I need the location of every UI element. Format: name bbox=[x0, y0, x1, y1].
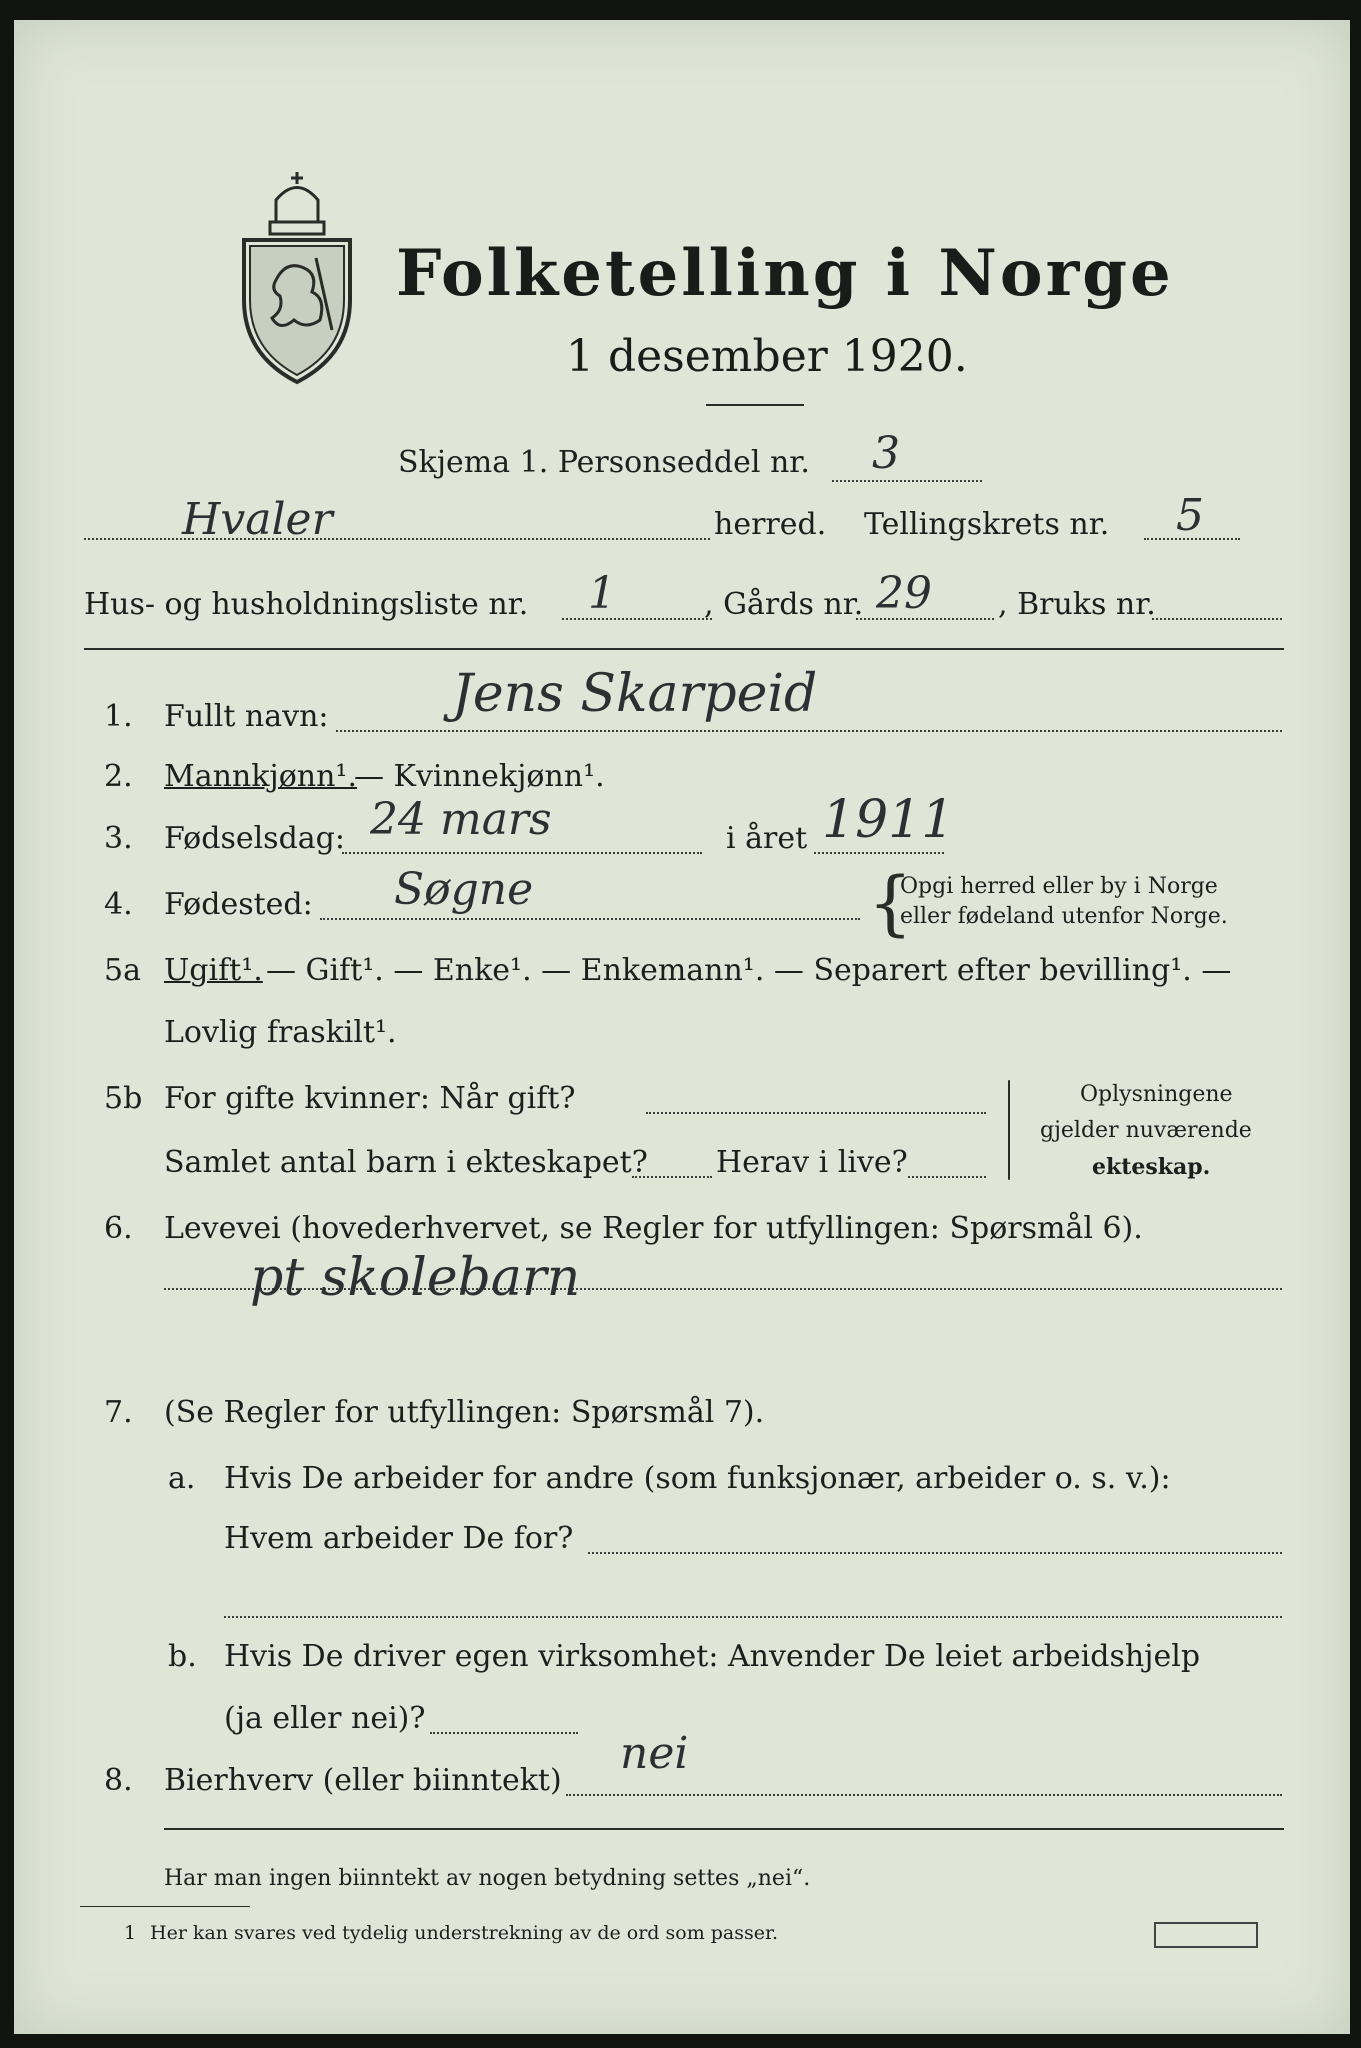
q3-year-line bbox=[814, 852, 944, 854]
q4-value: Søgne bbox=[394, 864, 534, 915]
footnote-rule bbox=[80, 1906, 250, 1907]
herred-label: herred. bbox=[714, 507, 827, 542]
bruks-line bbox=[1152, 618, 1282, 620]
q4-label: Fødested: bbox=[164, 887, 313, 922]
q3-year-label: i året bbox=[726, 821, 808, 856]
q5a-ugift-option: Ugift¹. bbox=[164, 953, 263, 988]
q7a-line bbox=[588, 1552, 1282, 1554]
q4-brace: { bbox=[868, 862, 913, 944]
q8-label: Bierhverv (eller biinntekt) bbox=[164, 1763, 562, 1798]
q5b-note-2: gjelder nuværende bbox=[1040, 1118, 1252, 1143]
q7a-line-1: Hvis De arbeider for andre (som funksjonær, arbeider o. s. v.): bbox=[224, 1461, 1171, 1496]
skjema-label: Skjema 1. Personseddel nr. bbox=[398, 445, 810, 480]
q6-value: pt skolebarn bbox=[250, 1248, 581, 1308]
q8-number: 8. bbox=[104, 1763, 133, 1798]
q3-year-value: 1911 bbox=[822, 790, 955, 850]
q6-number: 6. bbox=[104, 1211, 133, 1246]
q7a-letter: a. bbox=[168, 1461, 196, 1496]
q5a-line-2: Lovlig fraskilt¹. bbox=[164, 1015, 397, 1050]
q4-note-1: Opgi herred eller by i Norge bbox=[900, 874, 1218, 899]
footnote-text: Her kan svares ved tydelig understrekning av de ord som passer. bbox=[150, 1922, 779, 1944]
bruks-label: , Bruks nr. bbox=[998, 587, 1156, 622]
q5a-number: 5a bbox=[104, 953, 141, 988]
personseddel-line bbox=[832, 480, 982, 482]
q5b-bracket bbox=[1008, 1080, 1010, 1180]
herred-line bbox=[84, 538, 710, 540]
q6-label: Levevei (hovederhvervet, se Regler for utfyllingen: Spørsmål 6). bbox=[164, 1211, 1143, 1246]
q4-number: 4. bbox=[104, 887, 133, 922]
q5b-line-2b: Herav i live? bbox=[716, 1145, 908, 1180]
q3-value: 24 mars bbox=[370, 794, 552, 845]
q7b-line bbox=[430, 1732, 578, 1734]
herred-value: Hvaler bbox=[182, 494, 333, 545]
footnote-mark: 1 bbox=[124, 1922, 137, 1944]
q5b-live-line bbox=[908, 1176, 986, 1178]
q5a-options: — Gift¹. — Enke¹. — Enkemann¹. — Separert efter bevilling¹. — bbox=[266, 953, 1232, 988]
gards-value: 29 bbox=[876, 568, 932, 619]
q7b-line-2: (ja eller nei)? bbox=[224, 1701, 426, 1736]
printer-stamp bbox=[1154, 1922, 1258, 1948]
q5b-number: 5b bbox=[104, 1081, 143, 1116]
q1-line bbox=[336, 730, 1282, 732]
hus-value: 1 bbox=[588, 568, 616, 619]
q7b-line-1: Hvis De driver egen virksomhet: Anvender De leiet arbeidshjelp bbox=[224, 1639, 1201, 1674]
q7-label: (Se Regler for utfyllingen: Spørsmål 7). bbox=[164, 1395, 765, 1430]
q2-number: 2. bbox=[104, 759, 133, 794]
q1-value: Jens Skarpeid bbox=[452, 664, 818, 724]
hus-label: Hus- og husholdningsliste nr. bbox=[84, 587, 529, 622]
q7a-line-extra bbox=[224, 1616, 1282, 1618]
form-title: Folketelling i Norge bbox=[396, 236, 1174, 311]
q4-line bbox=[320, 918, 860, 920]
footer-rule bbox=[164, 1828, 1284, 1830]
q5b-note-1: Oplysningene bbox=[1080, 1082, 1233, 1107]
q2-female-option: — Kvinnekjønn¹. bbox=[354, 759, 605, 794]
hus-line bbox=[562, 618, 712, 620]
q8-line bbox=[566, 1794, 1282, 1796]
title-divider bbox=[706, 404, 804, 406]
tellingskrets-label: Tellingskrets nr. bbox=[864, 507, 1110, 542]
census-date: 1 desember 1920. bbox=[566, 331, 968, 382]
q7a-line-2: Hvem arbeider De for? bbox=[224, 1521, 574, 1556]
q1-number: 1. bbox=[104, 699, 133, 734]
q2-male-option: Mannkjønn¹. bbox=[164, 759, 357, 794]
q3-line bbox=[342, 852, 702, 854]
q5b-note-3: ekteskap. bbox=[1092, 1154, 1211, 1180]
q3-label: Fødselsdag: bbox=[164, 821, 345, 856]
q1-label: Fullt navn: bbox=[164, 699, 329, 734]
q5b-line-1: For gifte kvinner: Når gift? bbox=[164, 1081, 576, 1116]
q5b-gift-line bbox=[646, 1112, 986, 1114]
q7-number: 7. bbox=[104, 1395, 133, 1430]
census-form bbox=[14, 20, 1350, 2034]
q3-number: 3. bbox=[104, 821, 133, 856]
q8-value: nei bbox=[620, 1728, 689, 1779]
gards-label: , Gårds nr. bbox=[704, 587, 864, 622]
q4-note-2: eller fødeland utenfor Norge. bbox=[900, 904, 1228, 929]
coat-of-arms-icon bbox=[236, 170, 358, 390]
q5b-line-2a: Samlet antal barn i ekteskapet? bbox=[164, 1145, 648, 1180]
personseddel-value: 3 bbox=[872, 428, 900, 479]
header-rule bbox=[84, 648, 1284, 650]
q5b-barn-line bbox=[632, 1176, 712, 1178]
q7b-letter: b. bbox=[168, 1639, 197, 1674]
tellingskrets-value: 5 bbox=[1176, 490, 1204, 541]
footer-note: Har man ingen biinntekt av nogen betydning settes „nei“. bbox=[164, 1866, 811, 1891]
